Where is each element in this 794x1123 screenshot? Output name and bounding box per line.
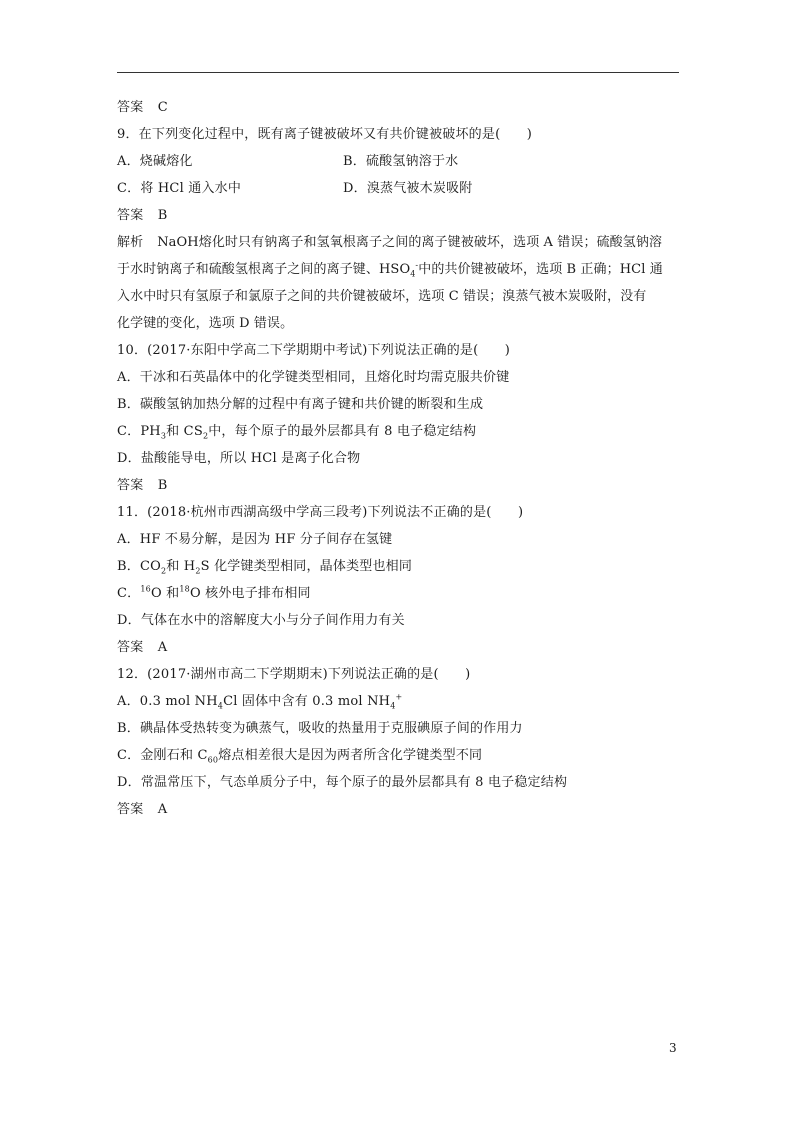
option-d: D．溴蒸气被木炭吸附 xyxy=(343,181,473,196)
option-text: 中，每个原子的最外层都具有 8 电子稳定结构 xyxy=(208,424,477,439)
subscript: 2 xyxy=(202,431,209,441)
answer-line xyxy=(117,94,682,121)
answer-label: 答案 xyxy=(117,208,144,223)
page-number: 3 xyxy=(669,1041,677,1055)
options-row xyxy=(117,175,682,202)
option-text: O 核外电子排布相同 xyxy=(189,586,311,601)
question-stem: 9．在下列变化过程中，既有离子键被破坏又有共价键被破坏的是( ) xyxy=(117,127,533,142)
option-text: Cl 固体中含有 0.3 mol NH xyxy=(223,694,391,709)
analysis-text: 中的共价键被破坏，选项 B 正确；HCl 通 xyxy=(418,262,663,277)
option-c xyxy=(117,580,682,607)
answer-label: 答案 xyxy=(117,478,144,493)
subscript: 4 xyxy=(410,269,416,279)
option-b xyxy=(117,553,682,580)
analysis-line xyxy=(117,256,682,283)
option-text: 和 H xyxy=(166,559,196,574)
option-b: B．碳酸氢钠加热分解的过程中有离子键和共价键的断裂和生成 xyxy=(117,397,484,412)
option-b: B．碘晶体受热转变为碘蒸气，吸收的热量用于克服碘原子间的作用力 xyxy=(117,721,523,736)
analysis-line: 化学键的变化，选项 D 错误。 xyxy=(117,316,294,331)
option-text: A．0.3 mol NH xyxy=(117,694,218,709)
option-d: D．气体在水中的溶解度大小与分子间作用力有关 xyxy=(117,613,405,628)
page-content xyxy=(117,94,682,823)
answer-label: 答案 xyxy=(117,640,144,655)
analysis-line xyxy=(117,229,682,256)
question-stem: 12．(2017·湖州市高二下学期期末)下列说法正确的是( ) xyxy=(117,667,471,682)
analysis-line: 入水中时只有氢原子和氯原子之间的共价键被破坏，选项 C 错误；溴蒸气被木炭吸附，没有 xyxy=(117,289,647,304)
option-c: C．将 HCl 通入水中 xyxy=(117,181,242,196)
superscript: + xyxy=(395,692,403,702)
option-d: D．常温常压下，气态单质分子中，每个原子的最外层都具有 8 电子稳定结构 xyxy=(117,775,568,790)
option-text: C．金刚石和 C xyxy=(117,748,208,763)
option-c xyxy=(117,418,682,445)
header-rule xyxy=(117,72,679,73)
subscript: 2 xyxy=(195,566,201,576)
option-text: S 化学键类型相同，晶体类型也相同 xyxy=(200,559,413,574)
answer-value: B xyxy=(157,208,168,223)
option-a xyxy=(117,688,682,715)
question-stem: 11．(2018·杭州市西湖高级中学高三段考)下列说法不正确的是( ) xyxy=(117,505,524,520)
answer-label: 答案 xyxy=(117,802,144,817)
analysis-text: NaOH熔化时只有钠离子和氢氧根离子之间的离子键被破坏，选项 A 错误；硫酸氢钠溶 xyxy=(157,235,663,250)
option-d: D．盐酸能导电，所以 HCl 是离子化合物 xyxy=(117,451,361,466)
option-text: 熔点相差很大是因为两者所含化学键类型不同 xyxy=(218,748,483,763)
option-text: C．PH xyxy=(117,424,161,439)
answer-value: C xyxy=(157,100,168,115)
superscript: 16 xyxy=(140,584,151,594)
answer-value: A xyxy=(157,802,168,817)
answer-line xyxy=(117,634,682,661)
option-text: B．CO xyxy=(117,559,161,574)
option-b: B．硫酸氢钠溶于水 xyxy=(343,154,459,169)
subscript: 60 xyxy=(207,755,219,765)
answer-value: B xyxy=(157,478,168,493)
option-text: 和 CS xyxy=(166,424,203,439)
superscript: 18 xyxy=(179,584,190,594)
option-text: C． xyxy=(117,586,141,601)
answer-line xyxy=(117,472,682,499)
question-stem: 10．(2017·东阳中学高二下学期期中考试)下列说法正确的是( ) xyxy=(117,343,511,358)
subscript: 2 xyxy=(160,566,167,576)
answer-line xyxy=(117,202,682,229)
superscript: - xyxy=(415,260,419,270)
option-a: A．干冰和石英晶体中的化学键类型相同，且熔化时均需克服共价键 xyxy=(117,370,510,385)
analysis-text: 于水时钠离子和硫酸氢根离子之间的离子键、HSO xyxy=(117,262,411,277)
option-text: O 和 xyxy=(150,586,180,601)
option-a: A．烧碱熔化 xyxy=(117,154,193,169)
options-row xyxy=(117,148,682,175)
answer-label: 答案 xyxy=(117,100,144,115)
analysis-label: 解析 xyxy=(117,235,144,250)
answer-line xyxy=(117,796,682,823)
subscript: 4 xyxy=(390,701,396,711)
answer-value: A xyxy=(157,640,168,655)
option-c xyxy=(117,742,682,769)
subscript: 3 xyxy=(160,431,167,441)
option-a: A．HF 不易分解，是因为 HF 分子间存在氢键 xyxy=(117,532,393,547)
subscript: 4 xyxy=(217,701,224,711)
